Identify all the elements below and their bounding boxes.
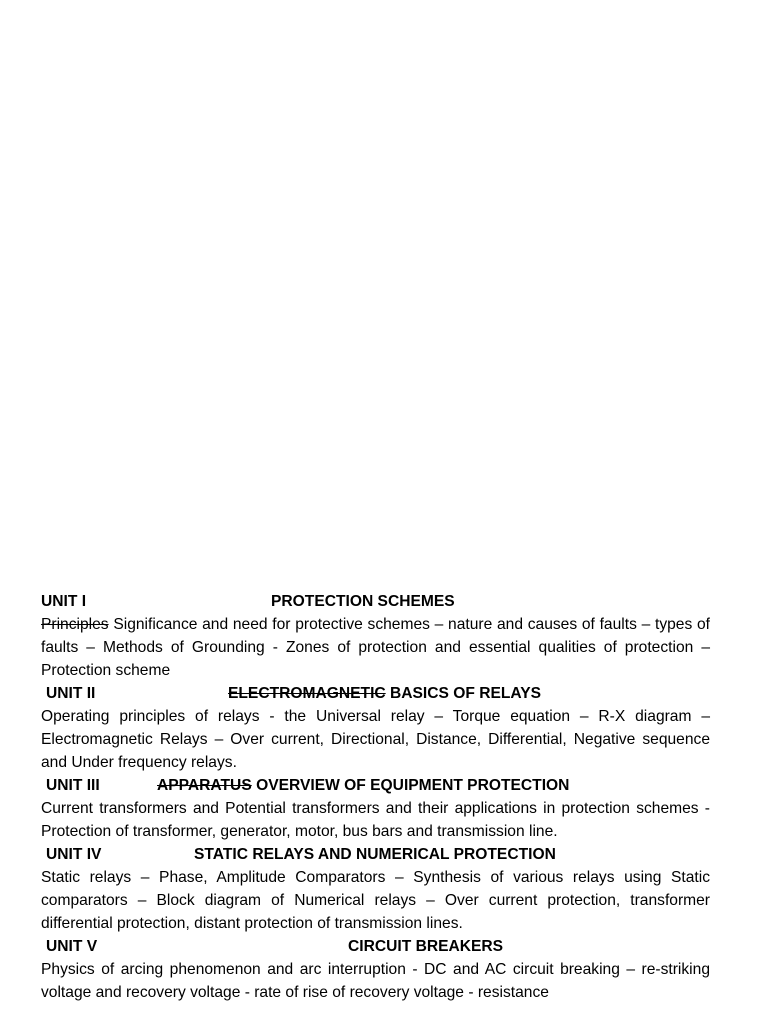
- unit-2-title: [228, 682, 541, 705]
- unit-2-label: UNIT II: [46, 685, 96, 702]
- unit-1-title-text: PROTECTION SCHEMES: [271, 593, 455, 610]
- unit-3-description: [41, 797, 710, 843]
- unit-4-title-text: STATIC RELAYS AND NUMERICAL PROTECTION: [194, 846, 556, 863]
- unit-2-description: [41, 705, 710, 774]
- unit-2-title-text: BASICS OF RELAYS: [385, 685, 542, 702]
- unit-3-title: [157, 774, 569, 797]
- unit-3-label: UNIT III: [46, 777, 100, 794]
- unit-4-body-text: Static relays – Phase, Amplitude Comparators – Synthesis of various relays using Static comparators – Block diagram of Numerical relays – Over current protection, transformer differential protection, distant protection of transmission lines.: [41, 869, 710, 932]
- unit-1-title: [271, 590, 455, 613]
- unit-5-title: [348, 935, 503, 958]
- syllabus-document: [41, 590, 710, 1004]
- unit-4-title: [194, 843, 556, 866]
- unit-5-body-text: Physics of arcing phenomenon and arc interruption - DC and AC circuit breaking – re-striking voltage and recovery voltage - rate of rise of recovery voltage - resistance: [41, 961, 710, 1001]
- unit-5-heading: [41, 935, 710, 958]
- unit-1-label: UNIT I: [41, 593, 87, 610]
- unit-2-title-struck: ELECTROMAGNETIC: [228, 685, 386, 702]
- unit-4-heading: [41, 843, 710, 866]
- unit-3-body-text: Current transformers and Potential transformers and their applications in protection schemes -Protection of transformer, generator, motor, bus bars and transmission line.: [41, 800, 710, 840]
- unit-4-description: [41, 866, 710, 935]
- unit-4-label: UNIT IV: [46, 846, 102, 863]
- unit-1-body-text: Significance and need for protective schemes – nature and causes of faults – types of faults – Methods of Grounding - Zones of protection and essential qualities of protection – Protection scheme: [41, 616, 710, 679]
- unit-3-heading: [41, 774, 710, 797]
- unit-2-body-text: Operating principles of relays - the Universal relay – Torque equation – R-X diagram – Electromagnetic Relays – Over current, Directional, Distance, Differential, Negative sequence and Under frequency relays.: [41, 708, 710, 771]
- unit-5-title-text: CIRCUIT BREAKERS: [348, 938, 504, 955]
- unit-3-title-text: OVERVIEW OF EQUIPMENT PROTECTION: [251, 777, 570, 794]
- unit-5-description: [41, 958, 710, 1004]
- unit-1-body-struck: Principles: [41, 616, 109, 633]
- unit-2-heading: [41, 682, 710, 705]
- unit-5-label: UNIT V: [46, 938, 98, 955]
- unit-1-description: [41, 613, 710, 682]
- unit-3-title-struck: APPARATUS: [157, 777, 252, 794]
- unit-1-heading: [41, 590, 710, 613]
